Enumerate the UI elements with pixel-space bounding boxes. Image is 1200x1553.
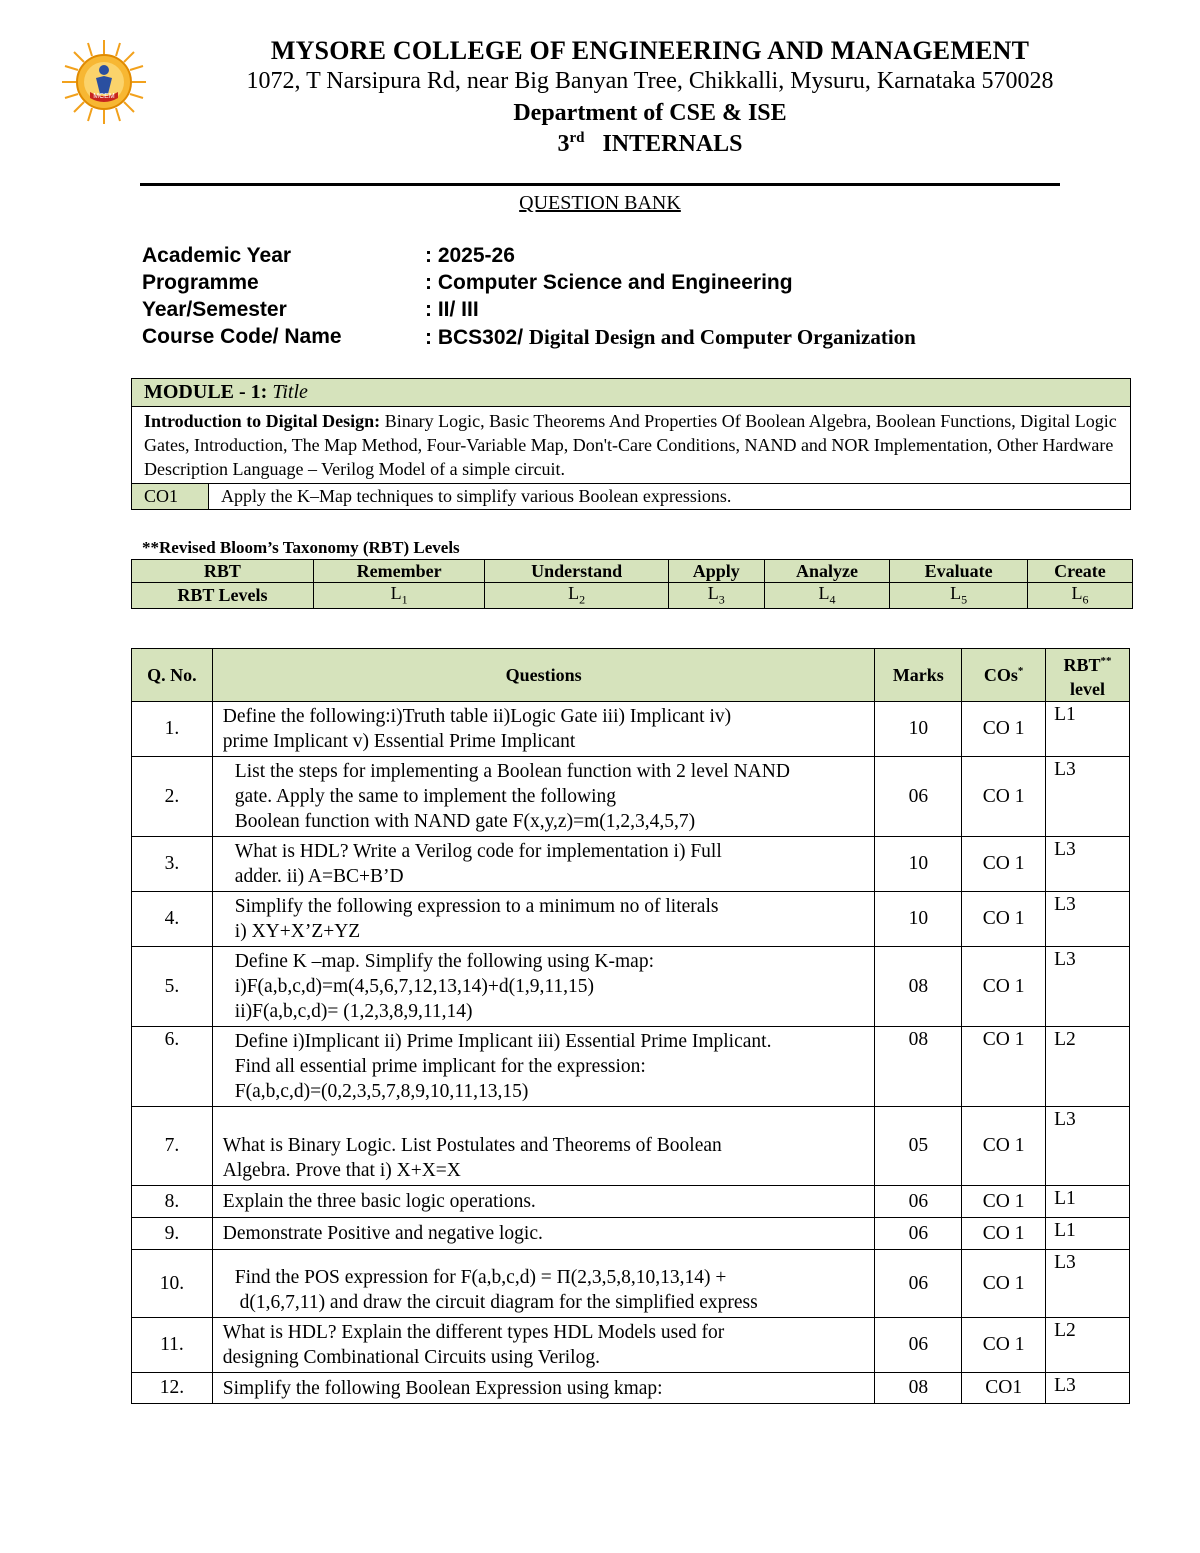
question-line: Find all essential prime implicant for the expression: bbox=[234, 1056, 646, 1077]
question-line: adder. ii) A=BC+B’D bbox=[234, 866, 404, 887]
rbt-header: Create bbox=[1027, 560, 1132, 583]
question-text bbox=[212, 892, 875, 947]
question-number: 8. bbox=[132, 1186, 213, 1218]
question-rbt-level: L3 bbox=[1046, 947, 1130, 1027]
question-number: 12. bbox=[132, 1373, 213, 1404]
rbt-header: Apply bbox=[668, 560, 764, 583]
rbt-header: Understand bbox=[485, 560, 669, 583]
svg-text:MCEM: MCEM bbox=[93, 93, 115, 100]
question-rbt-level: L1 bbox=[1046, 702, 1130, 757]
rbt-level: $L_1$ bbox=[313, 583, 484, 609]
question-line: List the steps for implementing a Boolean function with 2 level NAND bbox=[234, 761, 790, 782]
rbt-caption: **Revised Bloom’s Taxonomy (RBT) Levels bbox=[142, 538, 460, 557]
question-rbt-level: L3 bbox=[1046, 1250, 1130, 1318]
question-line: Define the following:i)Truth table ii)Logic Gate iii) Implicant iv) bbox=[222, 706, 732, 727]
question-co: CO 1 bbox=[962, 892, 1046, 947]
rbt-level: $L_4$ bbox=[764, 583, 890, 609]
question-co: CO1 bbox=[962, 1373, 1046, 1404]
question-rbt-level: L1 bbox=[1046, 1186, 1130, 1218]
question-marks: 10 bbox=[875, 702, 962, 757]
question-number: 10. bbox=[132, 1250, 213, 1318]
question-text bbox=[212, 837, 875, 892]
question-number: 6. bbox=[132, 1027, 213, 1107]
rbt-header: Remember bbox=[313, 560, 484, 583]
rbt-level: $L_2$ bbox=[485, 583, 669, 609]
question-co: CO 1 bbox=[962, 757, 1046, 837]
question-text bbox=[212, 947, 875, 1027]
exam-title: 3rd INTERNALS bbox=[557, 130, 743, 157]
question-line: i)F(a,b,c,d)=m(4,5,6,7,12,13,14)+d(1,9,11,15) bbox=[234, 976, 595, 997]
rbt-levels-label: RBT Levels bbox=[132, 583, 314, 609]
question-marks: 06 bbox=[875, 1318, 962, 1373]
question-line: d(1,6,7,11) and draw the circuit diagram for the simplified express bbox=[234, 1292, 758, 1313]
rbt-level: $L_3$ bbox=[668, 583, 764, 609]
question-line: What is HDL? Explain the different types HDL Models used for bbox=[222, 1322, 725, 1343]
question-row bbox=[132, 1107, 1130, 1186]
department-name: Department of CSE & ISE bbox=[513, 100, 787, 126]
course-info bbox=[142, 244, 916, 352]
question-line: designing Combinational Circuits using Verilog. bbox=[222, 1347, 600, 1368]
question-row bbox=[132, 947, 1130, 1027]
question-marks: 05 bbox=[875, 1107, 962, 1186]
question-number: 1. bbox=[132, 702, 213, 757]
question-row bbox=[132, 757, 1130, 837]
question-rbt-level: L2 bbox=[1046, 1318, 1130, 1373]
question-number: 7. bbox=[132, 1107, 213, 1186]
question-rbt-level: L3 bbox=[1046, 1373, 1130, 1404]
question-row bbox=[132, 1218, 1130, 1250]
question-rbt-level: L3 bbox=[1046, 837, 1130, 892]
question-number: 4. bbox=[132, 892, 213, 947]
question-marks: 06 bbox=[875, 1218, 962, 1250]
rbt-level-header: RBT** level bbox=[1046, 649, 1130, 702]
question-line: Explain the three basic logic operations. bbox=[222, 1191, 536, 1212]
question-marks: 06 bbox=[875, 1186, 962, 1218]
question-marks: 08 bbox=[875, 1373, 962, 1404]
rbt-table bbox=[131, 559, 1133, 609]
marks-header: Marks bbox=[875, 649, 962, 702]
questions-table bbox=[131, 648, 1130, 1404]
info-row: Programme : Computer Science and Engineering bbox=[142, 271, 793, 294]
question-line: What is HDL? Write a Verilog code for implementation i) Full bbox=[234, 841, 722, 862]
rbt-header: Analyze bbox=[764, 560, 890, 583]
question-co: CO 1 bbox=[962, 837, 1046, 892]
question-text bbox=[212, 702, 875, 757]
question-number: 3. bbox=[132, 837, 213, 892]
question-line: Demonstrate Positive and negative logic. bbox=[222, 1223, 543, 1244]
question-marks: 06 bbox=[875, 1250, 962, 1318]
question-line: Define i)Implicant ii) Prime Implicant iii) Essential Prime Implicant. bbox=[234, 1031, 772, 1052]
question-text bbox=[212, 1318, 875, 1373]
question-rbt-level: L3 bbox=[1046, 757, 1130, 837]
question-number: 2. bbox=[132, 757, 213, 837]
question-co: CO 1 bbox=[962, 1027, 1046, 1107]
info-row: Course Code/ Name : BCS302/ Digital Design and Computer Organization bbox=[142, 325, 916, 349]
module-table bbox=[131, 378, 1131, 510]
question-text bbox=[212, 1250, 875, 1318]
question-line: gate. Apply the same to implement the following bbox=[234, 786, 617, 807]
question-row bbox=[132, 892, 1130, 947]
rbt-level: $L_5$ bbox=[890, 583, 1028, 609]
question-line: Simplify the following Boolean Expression using kmap: bbox=[222, 1377, 663, 1399]
question-row bbox=[132, 1027, 1130, 1107]
question-row bbox=[132, 1250, 1130, 1318]
question-rbt-level: L3 bbox=[1046, 1107, 1130, 1186]
question-text bbox=[212, 1218, 875, 1250]
college-address: 1072, T Narsipura Rd, near Big Banyan Tree, Chikkalli, Mysuru, Karnataka 570028 bbox=[246, 68, 1054, 94]
question-text bbox=[212, 1027, 875, 1107]
question-row bbox=[132, 1373, 1130, 1404]
question-co: CO 1 bbox=[962, 947, 1046, 1027]
rbt-level: $L_6$ bbox=[1027, 583, 1132, 609]
question-marks: 10 bbox=[875, 892, 962, 947]
question-text bbox=[212, 757, 875, 837]
question-line: Algebra. Prove that i) X+X=X bbox=[222, 1160, 461, 1181]
question-co: CO 1 bbox=[962, 1318, 1046, 1373]
question-number: 11. bbox=[132, 1318, 213, 1373]
question-row bbox=[132, 837, 1130, 892]
header-divider bbox=[140, 183, 1060, 186]
module-description: Introduction to Digital Design: Binary Logic, Basic Theorems And Properties Of Boolean Algebra, Boolean Functions, Digital Logic Gates, Introduction, The Map Method, Four-Variable Map, Don't-Care Conditions, NAND and NOR Implementation, Other Hardware Description Language – Verilog Model of a simple circuit. bbox=[132, 407, 1131, 484]
question-rbt-level: L2 bbox=[1046, 1027, 1130, 1107]
question-line: F(a,b,c,d)=(0,2,3,5,7,8,9,10,11,13,15) bbox=[234, 1081, 529, 1102]
question-marks: 08 bbox=[875, 1027, 962, 1107]
college-logo bbox=[60, 38, 148, 126]
question-text bbox=[212, 1186, 875, 1218]
question-co: CO 1 bbox=[962, 1218, 1046, 1250]
info-row: Year/Semester : II/ III bbox=[142, 298, 479, 321]
question-co: CO 1 bbox=[962, 1186, 1046, 1218]
question-co: CO 1 bbox=[962, 1250, 1046, 1318]
question-row bbox=[132, 1318, 1130, 1373]
info-row: Academic Year : 2025-26 bbox=[142, 244, 515, 267]
question-marks: 08 bbox=[875, 947, 962, 1027]
question-rbt-level: L3 bbox=[1046, 892, 1130, 947]
college-name: MYSORE COLLEGE OF ENGINEERING AND MANAGEMENT bbox=[270, 36, 1030, 65]
course-outcome-text: Apply the K–Map techniques to simplify various Boolean expressions. bbox=[209, 484, 1131, 510]
question-line: Find the POS expression for F(a,b,c,d) = Π(2,3,5,8,10,13,14) + bbox=[234, 1267, 727, 1288]
question-row bbox=[132, 702, 1130, 757]
module-title: MODULE - 1: Title bbox=[132, 379, 1131, 407]
questions-header: Questions bbox=[212, 649, 875, 702]
question-text bbox=[212, 1373, 875, 1404]
question-line: What is Binary Logic. List Postulates and Theorems of Boolean bbox=[222, 1135, 722, 1156]
question-line: prime Implicant v) Essential Prime Implicant bbox=[222, 731, 576, 752]
question-line: i) XY+X’Z+YZ bbox=[234, 921, 361, 942]
question-number: 9. bbox=[132, 1218, 213, 1250]
cos-header: COs* bbox=[962, 649, 1046, 702]
question-line: Boolean function with NAND gate F(x,y,z)=m(1,2,3,4,5,7) bbox=[234, 811, 696, 832]
document-title: QUESTION BANK bbox=[519, 192, 681, 214]
question-text bbox=[212, 1107, 875, 1186]
rbt-header: RBT bbox=[132, 560, 314, 583]
question-line: Simplify the following expression to a minimum no of literals bbox=[234, 896, 719, 917]
rbt-header: Evaluate bbox=[890, 560, 1028, 583]
question-co: CO 1 bbox=[962, 702, 1046, 757]
question-row bbox=[132, 1186, 1130, 1218]
question-marks: 10 bbox=[875, 837, 962, 892]
question-marks: 06 bbox=[875, 757, 962, 837]
question-co: CO 1 bbox=[962, 1107, 1046, 1186]
question-line: Define K –map. Simplify the following using K-map: bbox=[234, 951, 654, 972]
course-outcome-code: CO1 bbox=[132, 484, 209, 510]
question-rbt-level: L1 bbox=[1046, 1218, 1130, 1250]
qno-header: Q. No. bbox=[132, 649, 213, 702]
question-number: 5. bbox=[132, 947, 213, 1027]
question-line: ii)F(a,b,c,d)= (1,2,3,8,9,11,14) bbox=[234, 1001, 473, 1022]
